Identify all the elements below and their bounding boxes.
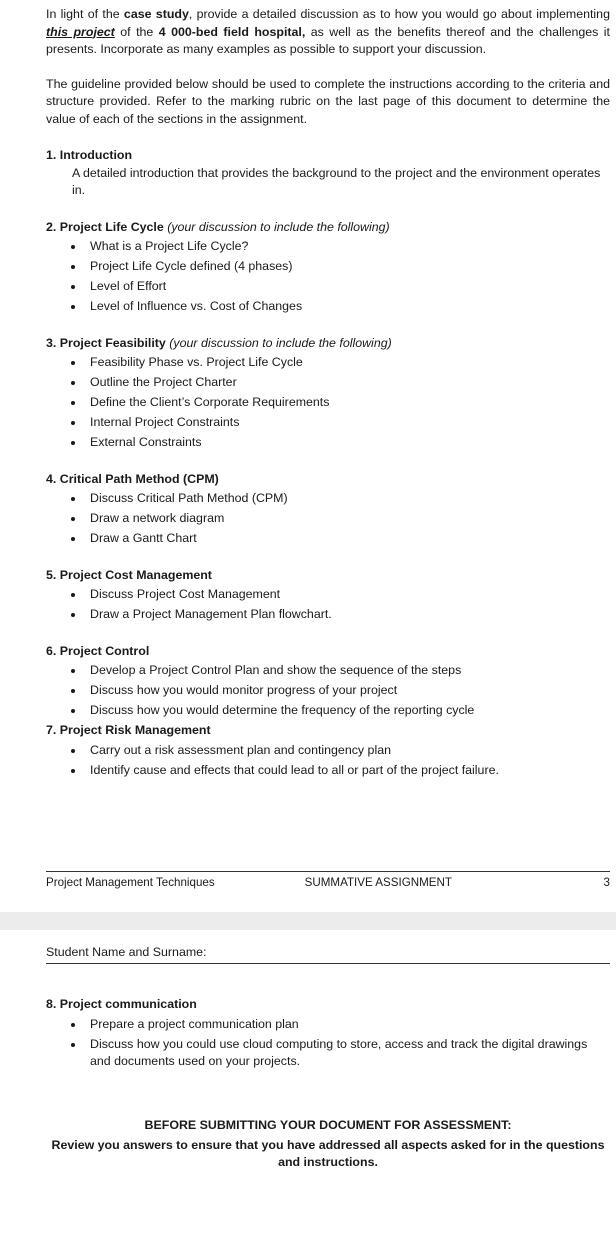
guideline-paragraph: The guideline provided below should be used to complete the instructions according to the criteria and structure provided. Refer to the marking rubric on the last page of this document to determine the value of each of the sections in the assignment. — [46, 76, 610, 126]
section-hint: (your discussion to include the following) — [167, 219, 390, 234]
hospital-emphasis: 4 000-bed field hospital, — [158, 24, 306, 39]
list-item: Discuss how you would determine the frequency of the reporting cycle — [46, 702, 610, 720]
section-project-life-cycle — [46, 219, 610, 316]
section-title: 1. Introduction — [46, 148, 133, 162]
bullet-list — [46, 238, 610, 316]
list-item: Discuss how you could use cloud computing to store, access and track the digital drawings and documents used on your projects. — [46, 1036, 610, 1071]
document-page-4 — [0, 930, 616, 1241]
bullet-list — [46, 742, 610, 780]
section-project-communication — [46, 996, 610, 1071]
list-item: Identify cause and effects that could lead to all or part of the project failure. — [46, 762, 610, 780]
list-item: Project Life Cycle defined (4 phases) — [46, 258, 610, 276]
list-item: Discuss Project Cost Management — [46, 586, 610, 604]
list-item: Discuss how you would monitor progress of your project — [46, 682, 610, 700]
section-introduction — [46, 147, 610, 200]
section-title: 4. Critical Path Method (CPM) — [46, 471, 219, 486]
section-title: 6. Project Control — [46, 643, 150, 658]
list-item: What is a Project Life Cycle? — [46, 238, 610, 256]
list-item: Internal Project Constraints — [46, 414, 610, 432]
bullet-list — [46, 586, 610, 624]
this-project-emphasis: this project — [46, 24, 115, 39]
student-name-label: Student Name and Surname: — [46, 945, 207, 959]
intro-paragraph — [46, 6, 610, 59]
list-item: Discuss Critical Path Method (CPM) — [46, 490, 610, 508]
page-content — [46, 996, 610, 1073]
list-item: Feasibility Phase vs. Project Life Cycle — [46, 354, 610, 372]
list-item: Level of Effort — [46, 278, 610, 296]
footer-page-number: 3 — [603, 876, 610, 889]
list-item: Draw a Project Management Plan flowchart. — [46, 606, 610, 624]
section-project-control — [46, 643, 610, 720]
section-title: 8. Project communication — [46, 997, 197, 1011]
list-item: Draw a Gantt Chart — [46, 530, 610, 548]
list-item: Level of Influence vs. Cost of Changes — [46, 298, 610, 316]
footer-document-type: SUMMATIVE ASSIGNMENT — [304, 876, 452, 889]
section-title — [46, 219, 610, 237]
list-item: Outline the Project Charter — [46, 374, 610, 392]
reminder-heading: BEFORE SUBMITTING YOUR DOCUMENT FOR ASSESSMENT: — [144, 1118, 512, 1132]
intro-text: In light of the — [46, 7, 124, 21]
bullet-list — [46, 354, 610, 452]
bullet-list — [46, 490, 610, 548]
intro-text: as well as the benefits thereof and the challenges it presents. Incorporate as many examples as possible to support your discussion. — [46, 24, 610, 56]
section-project-cost-management — [46, 567, 610, 624]
page-content — [46, 6, 610, 782]
student-name-field — [46, 944, 610, 964]
list-item: Carry out a risk assessment plan and contingency plan — [46, 742, 610, 760]
list-item: Develop a Project Control Plan and show the sequence of the steps — [46, 662, 610, 680]
section-title — [46, 335, 610, 353]
bullet-list — [46, 662, 610, 720]
section-title: 7. Project Risk Management — [46, 723, 211, 737]
footer-course-name: Project Management Techniques — [46, 876, 215, 889]
list-item: External Constraints — [46, 434, 610, 452]
page-footer — [46, 871, 610, 892]
section-hint: (your discussion to include the following) — [169, 335, 392, 350]
bullet-list — [46, 1016, 610, 1071]
section-title-text: 2. Project Life Cycle — [46, 219, 168, 234]
intro-text: of the — [114, 24, 159, 39]
intro-text: , provide a detailed discussion as to how you would go about implementing — [188, 7, 610, 21]
reminder-text: Review you answers to ensure that you have addressed all aspects asked for in the questions and instructions. — [51, 1137, 605, 1169]
section-text: A detailed introduction that provides the background to the project and the environment operates in. — [72, 165, 601, 197]
section-project-risk-management — [46, 722, 610, 779]
section-title: 5. Project Cost Management — [46, 567, 212, 582]
list-item: Prepare a project communication plan — [46, 1016, 610, 1034]
list-item: Define the Client’s Corporate Requirements — [46, 394, 610, 412]
case-study-emphasis: case study — [123, 7, 189, 21]
submission-reminder — [40, 1117, 616, 1172]
section-project-feasibility — [46, 335, 610, 452]
section-title-text: 3. Project Feasibility — [46, 335, 170, 350]
page-break — [0, 912, 616, 930]
section-critical-path-method — [46, 471, 610, 548]
list-item: Draw a network diagram — [46, 510, 610, 528]
